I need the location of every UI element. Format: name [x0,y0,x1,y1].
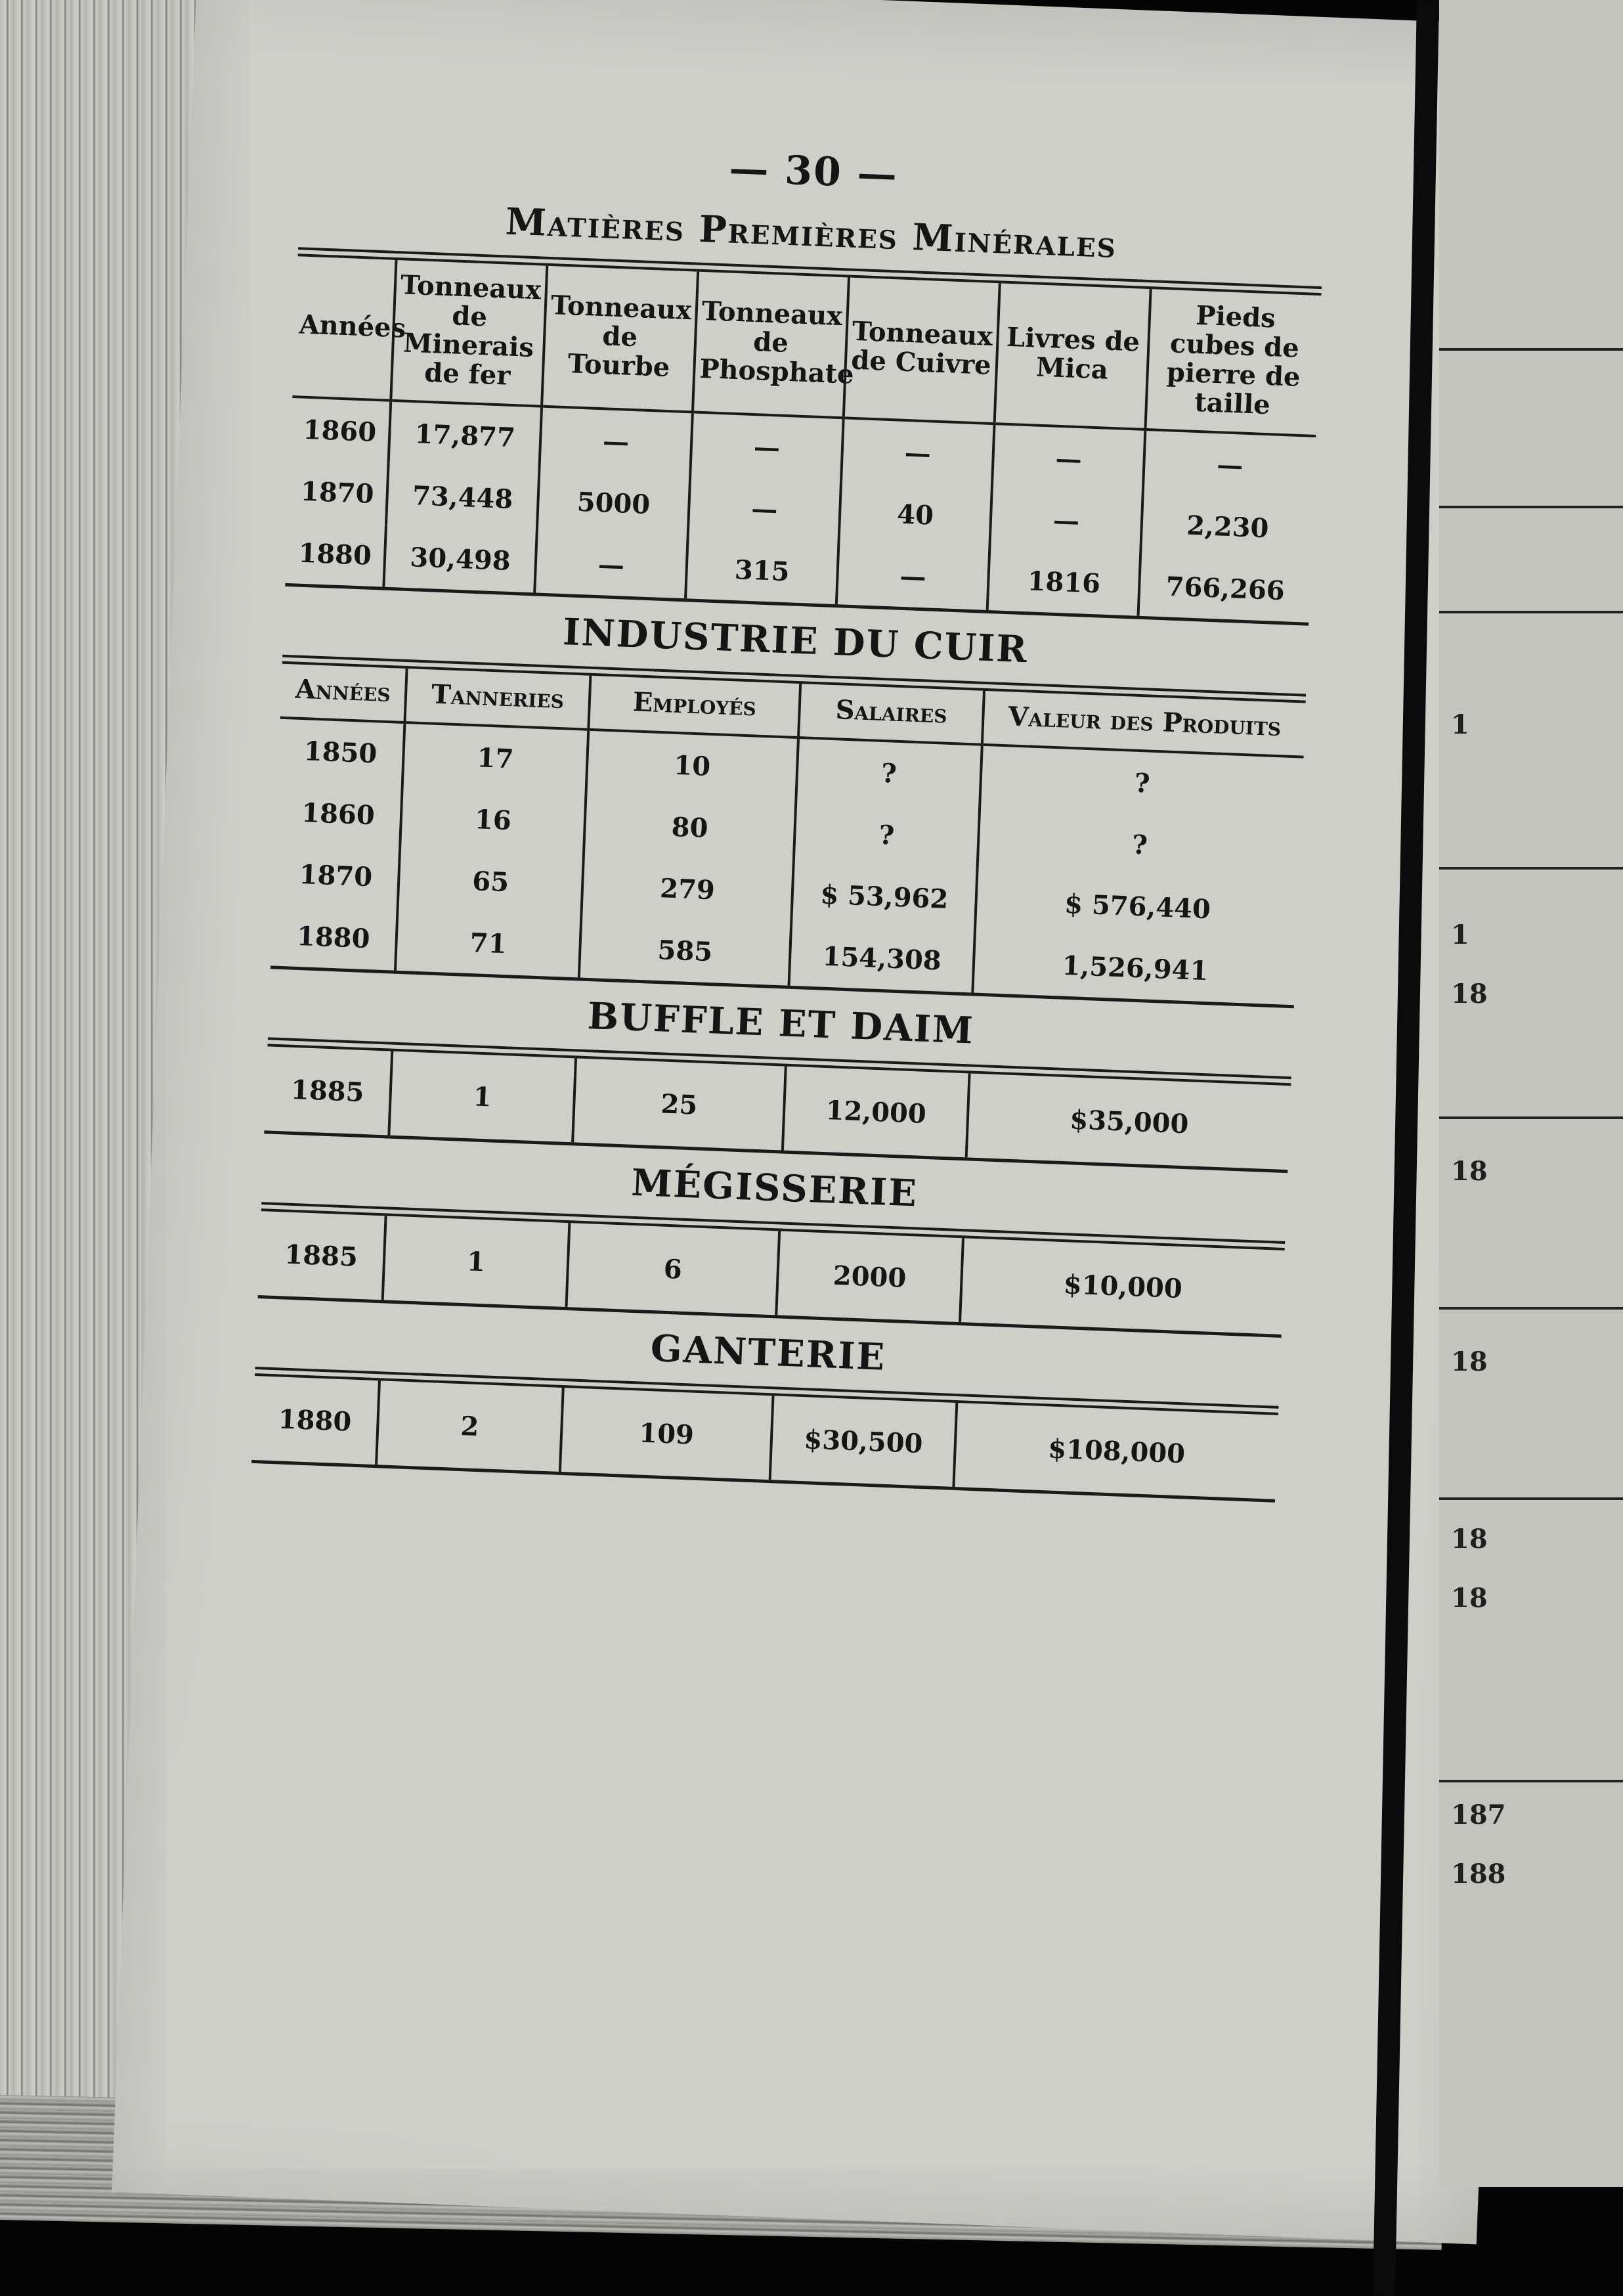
facing-page-fragment: 18 [1451,979,1488,1009]
table-cell: 25 [573,1058,786,1150]
table-cell: 16 [400,785,586,854]
table-cell: 1816 [987,548,1140,616]
buffle-title: BUFFLE ET DAIM [586,994,975,1053]
facing-page-fragment: 18 [1451,1583,1488,1614]
minerals-header-mica: Livres de Mica [995,283,1151,430]
facing-page-rule [1439,1116,1623,1119]
table-cell: 585 [579,916,791,986]
cuir-title: INDUSTRIE DU CUIR [562,610,1029,672]
table-cell: 1885 [284,1239,358,1273]
table-cell: 1885 [290,1074,365,1108]
cuir-header-annees: Années [280,664,407,722]
table-cell: 109 [560,1388,773,1480]
table-cell: 17,877 [389,401,542,470]
table-cell: 6 [566,1223,779,1315]
table-cell: 17 [402,722,588,793]
table-cell: ? [794,801,980,870]
table-cell: 1 [389,1051,576,1143]
table-cell: $35,000 [966,1073,1291,1170]
table-cell: — [539,407,693,475]
cuir-header-tanneries: Tanneries [404,669,590,730]
facing-page-fragment: 187 [1451,1799,1506,1830]
minerals-header-cuivre: Tonneaux de Cuivre [844,277,1000,424]
table-cell: ? [978,808,1301,882]
minerals-header-pierre: Pieds cubes de pierre de taille [1145,289,1321,436]
facing-page-rule [1439,867,1623,870]
minerals-header-fer: Tonneaux de Minerais de fer [391,260,547,407]
ganterie-title: GANTERIE [649,1327,887,1379]
table-cell: 1,526,941 [972,931,1296,1005]
table-cell: — [690,412,844,481]
table-cell: $108,000 [953,1403,1278,1499]
table-cell: 1 [383,1216,570,1307]
table-cell: $ 576,440 [975,870,1299,944]
table-cell: 80 [584,793,796,862]
book-page [112,0,1561,2244]
facing-page-fragment: 1 [1451,709,1469,740]
table-cell: $ 53,962 [791,862,977,931]
table-cell: 1860 [302,414,377,448]
cuir-header-employes: Employés [588,676,800,738]
facing-page-rule [1439,1307,1623,1310]
table-cell: 2000 [776,1231,963,1322]
table-cell: 154,308 [789,924,975,993]
table-cell: 1880 [296,920,371,954]
facing-page-rule [1439,506,1623,508]
table-cell: 1870 [298,858,373,893]
table-cell: 2,230 [1140,493,1313,561]
table-cell: ? [796,738,982,808]
table-cell: $30,500 [770,1396,957,1487]
minerals-header-tourbe: Tonneaux de Tourbe [542,266,698,412]
table-cell: — [989,487,1142,554]
cuir-header-valeur: Valeur des Produits [982,691,1306,757]
table-cell: 10 [586,730,798,801]
table-cell: — [836,542,989,610]
table-cell: 766,266 [1138,554,1311,623]
facing-page [1439,0,1623,2187]
table-cell: 65 [398,847,584,916]
table-cell: 279 [581,854,793,924]
facing-page-rule [1439,1780,1623,1782]
facing-page-rule [1439,611,1623,613]
megisserie-title: MÉGISSERIE [630,1160,919,1216]
minerals-header-phosphate: Tonneaux de Phosphate [693,272,849,418]
table-cell: — [841,418,995,487]
facing-page-rule [1439,1497,1623,1500]
table-cell: — [688,475,841,542]
table-cell: 71 [395,909,581,978]
minerals-table [285,256,1321,623]
page-number: — 30 — [728,145,899,198]
facing-page-fragment: 188 [1451,1859,1506,1889]
table-cell: 73,448 [386,464,539,531]
table-cell: 2 [376,1380,563,1472]
table-cell: 12,000 [783,1067,970,1158]
page-content [251,129,1326,1502]
table-cell: 1850 [303,735,378,769]
table-cell: 40 [838,481,991,548]
minerals-header-annees: Années [292,256,396,401]
table-cell: — [992,424,1146,493]
table-cell: 30,498 [383,525,536,593]
cuir-table [270,664,1306,1005]
facing-page-rule [1439,348,1623,351]
table-cell: ? [980,745,1303,820]
cuir-header-salaires: Salaires [798,684,984,745]
table-cell: — [1143,430,1316,499]
table-cell: 1860 [301,797,376,831]
table-cell: — [534,531,687,599]
facing-page-fragment: 18 [1451,1346,1488,1377]
table-cell: $10,000 [960,1238,1285,1335]
table-cell: 5000 [537,470,690,537]
facing-page-fragment: 1 [1451,919,1469,950]
facing-page-fragment: 18 [1451,1524,1488,1555]
table-cell: 1880 [297,537,372,571]
table-cell: 1880 [278,1403,353,1438]
table-cell: 1870 [300,475,375,510]
facing-page-fragment: 18 [1451,1156,1488,1187]
table-cell: 315 [685,537,838,604]
minerals-title: Matières Premières Minérales [504,200,1118,267]
